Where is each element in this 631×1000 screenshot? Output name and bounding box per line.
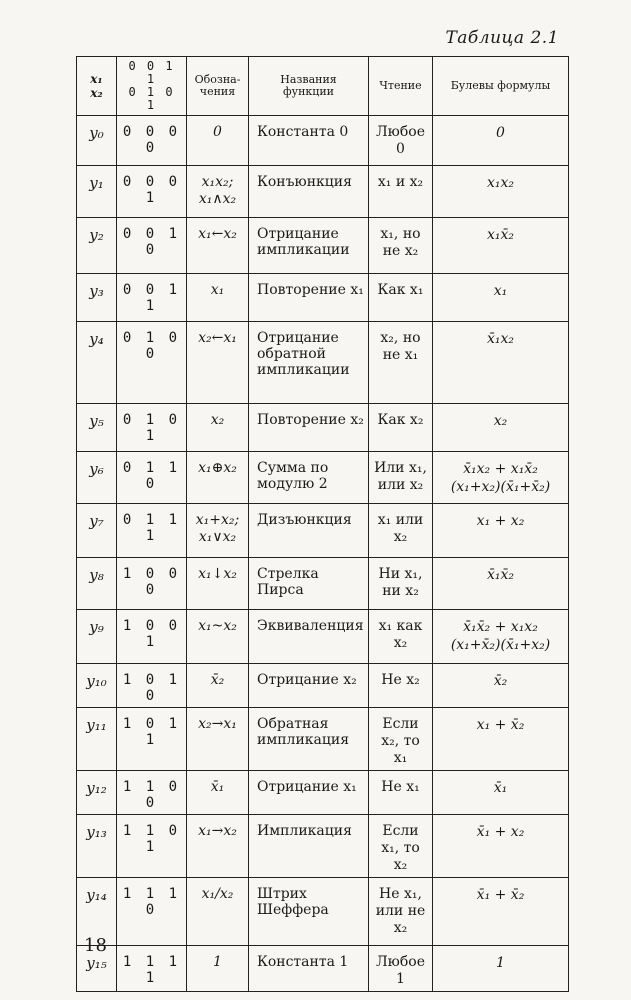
table-row: [77, 322, 569, 404]
function-id: y₇: [77, 504, 117, 558]
boolean-formula: x₁x̄₂: [433, 218, 569, 274]
function-id: y₂: [77, 218, 117, 274]
header-x1: x₁: [90, 72, 103, 86]
designation: x₁/x₂: [187, 878, 249, 946]
table-row: [77, 274, 569, 322]
table-row: [77, 166, 569, 218]
designation: x₂→x₁: [187, 708, 249, 771]
function-name: Повторение x₁: [249, 274, 369, 322]
function-name: Штрих Шеффера: [249, 878, 369, 946]
page-number: 18: [84, 935, 107, 956]
boolean-formula: x̄₁x₂: [433, 322, 569, 404]
reading: Как x₁: [369, 274, 433, 322]
reading: x₁ как x₂: [369, 610, 433, 664]
function-id: y₁: [77, 166, 117, 218]
truth-values: 1 1 0 0: [117, 771, 187, 815]
header-x2: x₂: [90, 86, 103, 100]
function-name: Эквиваленция: [249, 610, 369, 664]
table-row: [77, 218, 569, 274]
reading: Не x₁: [369, 771, 433, 815]
function-name: Константа 1: [249, 946, 369, 992]
designation: x₁+x₂; x₁∨x₂: [187, 504, 249, 558]
boolean-formula: x₁x₂: [433, 166, 569, 218]
function-id: y₀: [77, 116, 117, 166]
boolean-formula: x₁ + x₂: [433, 504, 569, 558]
reading: x₂, но не x₁: [369, 322, 433, 404]
boolean-formula: x̄₁ + x̄₂: [433, 878, 569, 946]
table-row: [77, 452, 569, 504]
function-id: y₁₂: [77, 771, 117, 815]
truth-values: 0 1 1 0: [117, 452, 187, 504]
boolean-formula: x̄₁x̄₂ + x₁x₂ (x₁+x̄₂)(x̄₁+x₂): [433, 610, 569, 664]
function-name: Стрелка Пирса: [249, 558, 369, 610]
function-id: y₁₅: [77, 946, 117, 992]
function-name: Конъюнкция: [249, 166, 369, 218]
designation: x₂: [187, 404, 249, 452]
reading: Не x₂: [369, 664, 433, 708]
boolean-functions-table: [76, 56, 569, 992]
truth-values: 0 1 0 0: [117, 322, 187, 404]
table-header-row: [77, 57, 569, 116]
function-name: Повторение x₂: [249, 404, 369, 452]
truth-values: 0 1 1 1: [117, 504, 187, 558]
table-row: [77, 404, 569, 452]
function-id: y₃: [77, 274, 117, 322]
function-id: y₉: [77, 610, 117, 664]
table-row: [77, 771, 569, 815]
boolean-formula: 0: [433, 116, 569, 166]
header-bits-x1: 0 0 1 1: [128, 59, 175, 86]
reading: x₁ и x₂: [369, 166, 433, 218]
table-caption: Таблица 2.1: [445, 28, 559, 48]
designation: x₁: [187, 274, 249, 322]
reading: Ни x₁, ни x₂: [369, 558, 433, 610]
table-row: [77, 504, 569, 558]
reading: x₁ или x₂: [369, 504, 433, 558]
table-row: [77, 946, 569, 992]
reading: Если x₁, то x₂: [369, 815, 433, 878]
designation: x₁~x₂: [187, 610, 249, 664]
table-row: [77, 610, 569, 664]
function-id: y₁₀: [77, 664, 117, 708]
table-row: [77, 878, 569, 946]
boolean-formula: x̄₁x₂ + x₁x̄₂ (x₁+x₂)(x̄₁+x̄₂): [433, 452, 569, 504]
table-row: [77, 815, 569, 878]
reading: Любое 1: [369, 946, 433, 992]
table-row: [77, 116, 569, 166]
table-row: [77, 558, 569, 610]
boolean-formula: x̄₁x̄₂: [433, 558, 569, 610]
truth-values: 1 1 0 1: [117, 815, 187, 878]
boolean-formula: 1: [433, 946, 569, 992]
function-id: y₄: [77, 322, 117, 404]
function-name: Дизъюнкция: [249, 504, 369, 558]
header-variables: [77, 57, 117, 116]
boolean-formula: x̄₁ + x₂: [433, 815, 569, 878]
function-name: Отрицание импликации: [249, 218, 369, 274]
function-id: y₁₄: [77, 878, 117, 946]
function-id: y₈: [77, 558, 117, 610]
designation: x̄₂: [187, 664, 249, 708]
header-bits-x2: 0 1 0 1: [128, 85, 175, 112]
truth-values: 1 0 1 0: [117, 664, 187, 708]
designation: x₂←x₁: [187, 322, 249, 404]
truth-values: 1 0 0 1: [117, 610, 187, 664]
reading: Любое 0: [369, 116, 433, 166]
reading: Или x₁, или x₂: [369, 452, 433, 504]
truth-values: 1 0 1 1: [117, 708, 187, 771]
function-name: Отрицание обратной импликации: [249, 322, 369, 404]
boolean-formula: x̄₁: [433, 771, 569, 815]
boolean-formula: x̄₂: [433, 664, 569, 708]
reading: Если x₂, то x₁: [369, 708, 433, 771]
reading: Не x₁, или не x₂: [369, 878, 433, 946]
table-row: [77, 664, 569, 708]
header-designation: Обозна- чения: [187, 57, 249, 116]
designation: x₁→x₂: [187, 815, 249, 878]
reading: Как x₂: [369, 404, 433, 452]
designation: x₁⊕x₂: [187, 452, 249, 504]
function-name: Импликация: [249, 815, 369, 878]
truth-values: 1 1 1 1: [117, 946, 187, 992]
function-name: Отрицание x₁: [249, 771, 369, 815]
header-function-name: Названия функции: [249, 57, 369, 116]
designation: x₁↓x₂: [187, 558, 249, 610]
truth-values: 1 1 1 0: [117, 878, 187, 946]
designation: x₁x₂; x₁∧x₂: [187, 166, 249, 218]
function-name: Сумма по модулю 2: [249, 452, 369, 504]
boolean-formula: x₂: [433, 404, 569, 452]
designation: x₁←x₂: [187, 218, 249, 274]
designation: x̄₁: [187, 771, 249, 815]
function-name: Обратная импликация: [249, 708, 369, 771]
function-id: y₆: [77, 452, 117, 504]
header-reading: Чтение: [369, 57, 433, 116]
reading: x₁, но не x₂: [369, 218, 433, 274]
boolean-formula: x₁: [433, 274, 569, 322]
truth-values: 0 0 0 1: [117, 166, 187, 218]
function-id: y₁₁: [77, 708, 117, 771]
header-formula: Булевы формулы: [433, 57, 569, 116]
designation: 0: [187, 116, 249, 166]
function-id: y₅: [77, 404, 117, 452]
truth-values: 0 0 1 0: [117, 218, 187, 274]
truth-values: 1 0 0 0: [117, 558, 187, 610]
table-row: [77, 708, 569, 771]
function-name: Отрицание x₂: [249, 664, 369, 708]
truth-values: 0 1 0 1: [117, 404, 187, 452]
header-bits: [117, 57, 187, 116]
boolean-formula: x₁ + x̄₂: [433, 708, 569, 771]
function-name: Константа 0: [249, 116, 369, 166]
truth-values: 0 0 0 0: [117, 116, 187, 166]
designation: 1: [187, 946, 249, 992]
function-id: y₁₃: [77, 815, 117, 878]
truth-values: 0 0 1 1: [117, 274, 187, 322]
